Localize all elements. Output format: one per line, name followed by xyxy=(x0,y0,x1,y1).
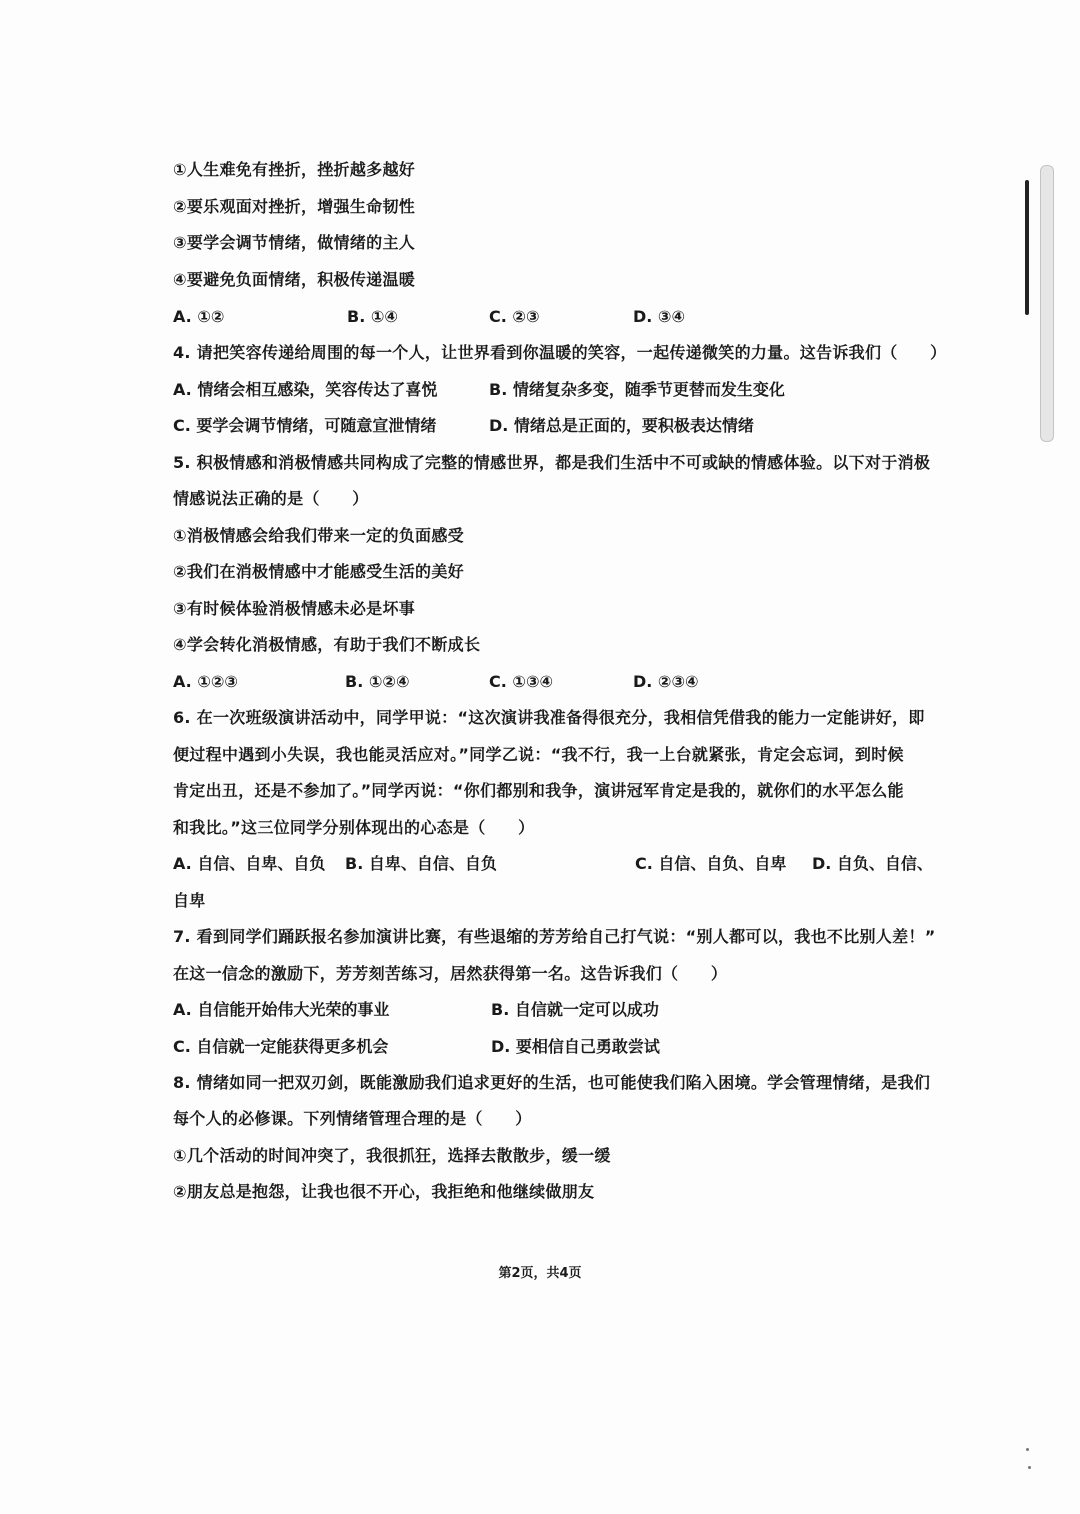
scroll-position-marker xyxy=(1025,180,1029,315)
q4-option-b: B. 情绪复杂多变，随季节更替而发生变化 xyxy=(489,380,785,399)
q3-option-a: A. ①② xyxy=(173,307,225,326)
q7-option-a: A. 自信能开始伟大光荣的事业 xyxy=(173,1000,390,1019)
scan-speck xyxy=(1028,1466,1031,1469)
q6-option-d-wrap: 自卑 xyxy=(173,891,206,910)
vertical-scrollbar[interactable] xyxy=(1040,165,1054,442)
q5-stem-line-2: 情感说法正确的是（ ） xyxy=(173,489,369,508)
q3-item-1: ①人生难免有挫折，挫折越多越好 xyxy=(173,160,416,179)
q5-stem-line-1: 5. 积极情感和消极情感共同构成了完整的情感世界，都是我们生活中不可或缺的情感体验。以下对于消极 xyxy=(173,453,931,472)
q5-item-3: ③有时候体验消极情感未必是坏事 xyxy=(173,599,416,618)
q7-stem-line-2: 在这一信念的激励下，芳芳刻苦练习，居然获得第一名。这告诉我们（ ） xyxy=(173,964,728,983)
q8-item-2: ②朋友总是抱怨，让我也很不开心，我拒绝和他继续做朋友 xyxy=(173,1182,595,1201)
q3-item-2: ②要乐观面对挫折，增强生命韧性 xyxy=(173,197,416,216)
q6-stem-line-2: 便过程中遇到小失误，我也能灵活应对。”同学乙说：“我不行，我一上台就紧张，肯定会忘词，到时候 xyxy=(173,745,904,764)
q5-item-4: ④学会转化消极情感，有助于我们不断成长 xyxy=(173,635,481,654)
q8-item-1: ①几个活动的时间冲突了，我很抓狂，选择去散散步，缓一缓 xyxy=(173,1146,611,1165)
page-number: 第2页，共4页 xyxy=(498,1266,582,1281)
q5-option-a: A. ①②③ xyxy=(173,672,238,691)
q6-stem-line-3: 肯定出丑，还是不参加了。”同学丙说：“你们都别和我争，演讲冠军肯定是我的，就你们的水平怎么能 xyxy=(173,781,904,800)
q6-stem-line-4: 和我比。”这三位同学分别体现出的心态是（ ） xyxy=(173,818,535,837)
q7-option-b: B. 自信就一定可以成功 xyxy=(491,1000,659,1019)
q8-stem-line-1: 8. 情绪如同一把双刃剑，既能激励我们追求更好的生活，也可能使我们陷入困境。学会管理情绪，是我们 xyxy=(173,1073,931,1092)
q4-stem: 4. 请把笑容传递给周围的每一个人，让世界看到你温暖的笑容，一起传递微笑的力量。这告诉我们（ ） xyxy=(173,343,947,362)
q6-option-b: B. 自卑、自信、自负 xyxy=(345,854,497,873)
q4-option-c: C. 要学会调节情绪，可随意宣泄情绪 xyxy=(173,416,437,435)
q4-option-d: D. 情绪总是正面的，要积极表达情绪 xyxy=(489,416,754,435)
q6-stem-line-1: 6. 在一次班级演讲活动中，同学甲说：“这次演讲我准备得很充分，我相信凭借我的能力一定能讲好，即 xyxy=(173,708,925,727)
q5-option-b: B. ①②④ xyxy=(345,672,410,691)
q4-option-a: A. 情绪会相互感染，笑容传达了喜悦 xyxy=(173,380,438,399)
q3-option-d: D. ③④ xyxy=(633,307,686,326)
scan-speck xyxy=(1026,1448,1029,1451)
q3-option-c: C. ②③ xyxy=(489,307,540,326)
q7-option-c: C. 自信就一定能获得更多机会 xyxy=(173,1037,389,1056)
q7-stem-line-1: 7. 看到同学们踊跃报名参加演讲比赛，有些退缩的芳芳给自己打气说：“别人都可以，我也不比别人差！” xyxy=(173,927,936,946)
q3-option-b: B. ①④ xyxy=(347,307,398,326)
q5-item-2: ②我们在消极情感中才能感受生活的美好 xyxy=(173,562,464,581)
q6-option-d: D. 自负、自信、 xyxy=(812,854,933,873)
q6-option-a: A. 自信、自卑、自负 xyxy=(173,854,326,873)
q5-item-1: ①消极情感会给我们带来一定的负面感受 xyxy=(173,526,464,545)
q5-option-d: D. ②③④ xyxy=(633,672,699,691)
q5-option-c: C. ①③④ xyxy=(489,672,554,691)
q6-option-c: C. 自信、自负、自卑 xyxy=(635,854,787,873)
q3-item-4: ④要避免负面情绪，积极传递温暖 xyxy=(173,270,416,289)
q8-stem-line-2: 每个人的必修课。下列情绪管理合理的是（ ） xyxy=(173,1109,532,1128)
q7-option-d: D. 要相信自己勇敢尝试 xyxy=(491,1037,660,1056)
q3-item-3: ③要学会调节情绪，做情绪的主人 xyxy=(173,233,416,252)
